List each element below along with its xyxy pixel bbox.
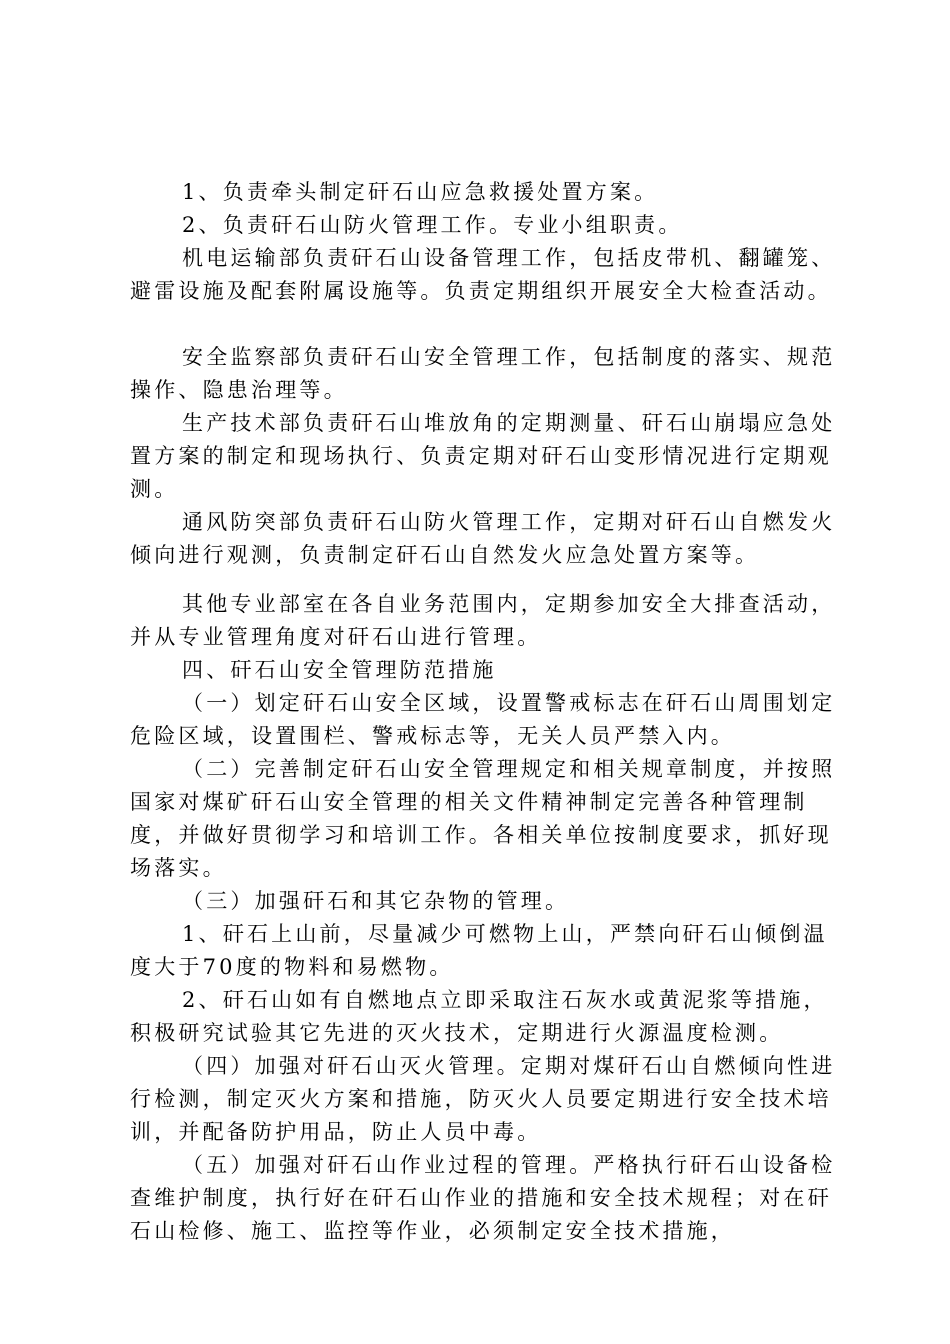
section-heading-4: 四、矸石山安全管理防范措施: [182, 658, 497, 682]
paragraph-production-technology: 生产技术部负责矸石山堆放角的定期测量、矸石山崩塌应急处置方案的制定和现场执行、负责定期对矸石山变形情况进行定期观测。: [130, 411, 836, 501]
paragraph-measure-3-item-2: 2、矸石山如有自燃地点立即采取注石灰水或黄泥浆等措施，积极研究试验其它先进的灭火技术，定期进行火源温度检测。: [130, 988, 828, 1045]
paragraph-other-departments: 其他专业部室在各自业务范围内，定期参加安全大排查活动，并从专业管理角度对矸石山进行管理。: [130, 592, 836, 649]
paragraph-ventilation: 通风防突部负责矸石山防火管理工作，定期对矸石山自燃发火倾向进行观测，负责制定矸石山自然发火应急处置方案等。: [130, 510, 836, 567]
paragraph-mechanical-transport: 机电运输部负责矸石山设备管理工作，包括皮带机、翻罐笼、避雷设施及配套附属设施等。负责定期组织开展安全大检查活动。: [130, 246, 836, 303]
paragraph-item-2: 2、负责矸石山防火管理工作。专业小组职责。: [182, 213, 683, 237]
paragraph-measure-2: （二）完善制定矸石山安全管理规定和相关规章制度，并按照国家对煤矿矸石山安全管理的相关文件精神制定完善各种管理制度，并做好贯彻学习和培训工作。各相关单位按制度要求，抓好现场落实。: [130, 757, 836, 880]
paragraph-item-1: 1、负责牵头制定矸石山应急救援处置方案。: [182, 180, 659, 204]
paragraph-measure-1: （一）划定矸石山安全区域，设置警戒标志在矸石山周围划定危险区域，设置围栏、警戒标志等，无关人员严禁入内。: [130, 691, 836, 748]
paragraph-measure-3: （三）加强矸石和其它杂物的管理。: [182, 889, 570, 913]
paragraph-safety-supervision: 安全监察部负责矸石山安全管理工作，包括制度的落实、规范操作、隐患治理等。: [130, 345, 836, 402]
paragraph-measure-3-item-1: 1、矸石上山前，尽量减少可燃物上山，严禁向矸石山倾倒温度大于70度的物料和易燃物。: [130, 922, 828, 979]
paragraph-measure-4: （四）加强对矸石山灭火管理。定期对煤矸石山自燃倾向性进行检测，制定灭火方案和措施，防灭火人员要定期进行安全技术培训，并配备防护用品，防止人员中毒。: [130, 1054, 836, 1144]
paragraph-measure-5: （五）加强对矸石山作业过程的管理。严格执行矸石山设备检查维护制度，执行好在矸石山作业的措施和安全技术规程；对在矸石山检修、施工、监控等作业，必须制定安全技术措施，: [130, 1153, 836, 1243]
